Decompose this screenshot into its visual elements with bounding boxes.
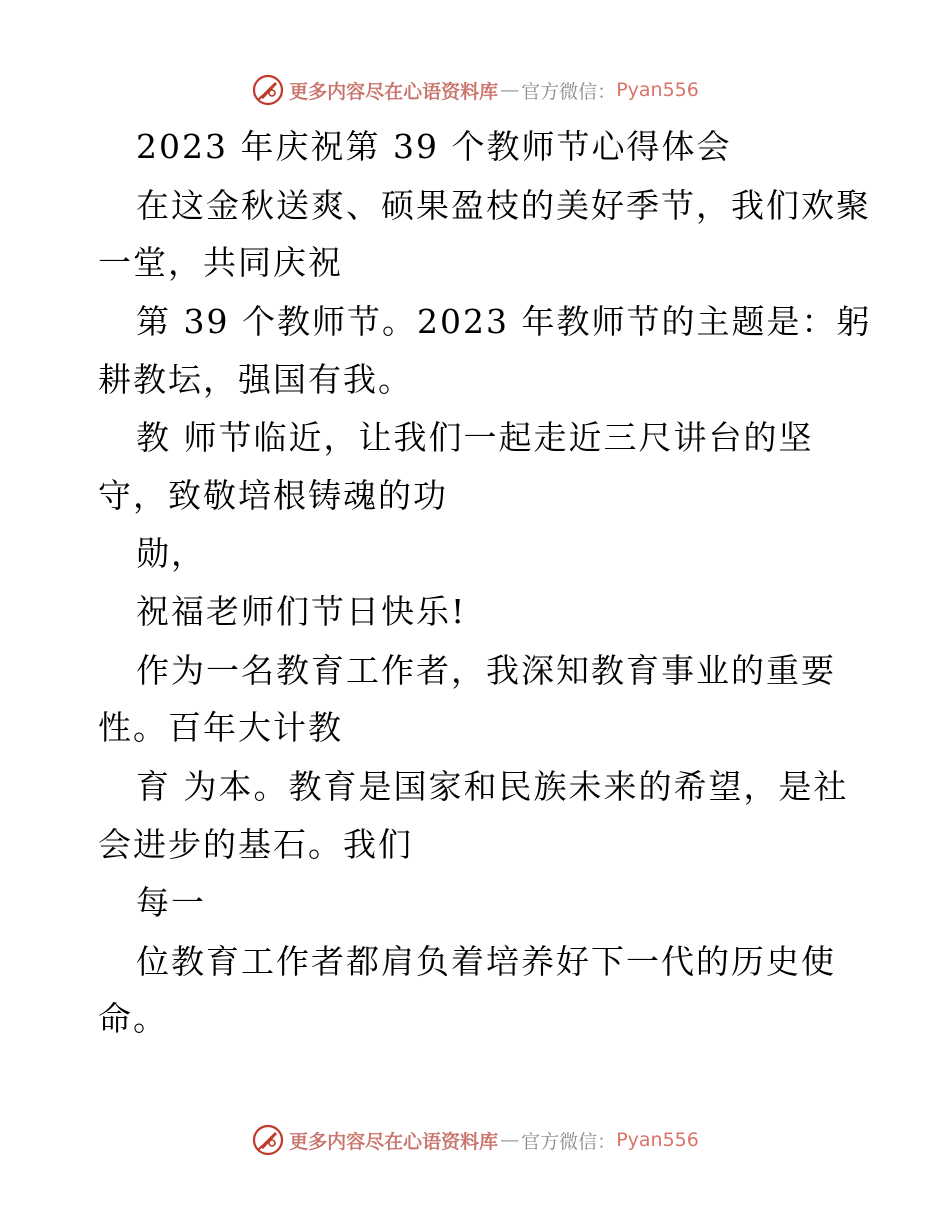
paragraph-line: 守，致敬培根铸魂的功 — [98, 476, 448, 515]
watermark-dash: — — [500, 79, 520, 101]
watermark-dash: — — [500, 1129, 520, 1151]
quill-logo-icon — [251, 1123, 285, 1157]
paragraph-line: 一堂，共同庆祝 — [98, 243, 343, 282]
document-title: 2023 年庆祝第 39 个教师节心得体会 — [136, 127, 732, 166]
paragraph-line: 教 师节临近，让我们一起走近三尺讲台的坚 — [136, 418, 814, 457]
paragraph-line: 命。 — [98, 999, 168, 1038]
watermark-brand: 更多内容尽在心语资料库 — [289, 80, 499, 103]
paragraph-line: 在这金秋送爽、硕果盈枝的美好季节，我们欢聚 — [136, 186, 871, 225]
paragraph-line: 每一 — [136, 883, 206, 922]
watermark-wechat-label: 官方微信： — [521, 1130, 617, 1153]
paragraph-line: 位教育工作者都肩负着培养好下一代的历史使 — [136, 942, 836, 981]
paragraph-line: 作为一名教育工作者，我深知教育事业的重要 — [136, 651, 836, 690]
watermark-wechat-id: Pyan556 — [616, 79, 699, 101]
watermark-wechat-label: 官方微信： — [521, 80, 617, 103]
watermark-brand: 更多内容尽在心语资料库 — [289, 1130, 499, 1153]
footer-watermark — [0, 1120, 950, 1160]
paragraph-line: 会进步的基石。我们 — [98, 825, 413, 864]
paragraph-line: 性。百年大计教 — [98, 708, 343, 747]
paragraph-line: 耕教坛，强国有我。 — [98, 360, 413, 399]
paragraph-line: 祝福老师们节日快乐! — [136, 592, 467, 631]
watermark-wechat-id: Pyan556 — [616, 1129, 699, 1151]
watermark-text — [289, 1127, 699, 1154]
paragraph-line: 育 为本。教育是国家和民族未来的希望，是社 — [136, 767, 849, 806]
paragraph-line: 勋， — [136, 534, 206, 573]
paragraph-line: 第 39 个教师节。2023 年教师节的主题是：躬 — [136, 302, 872, 341]
